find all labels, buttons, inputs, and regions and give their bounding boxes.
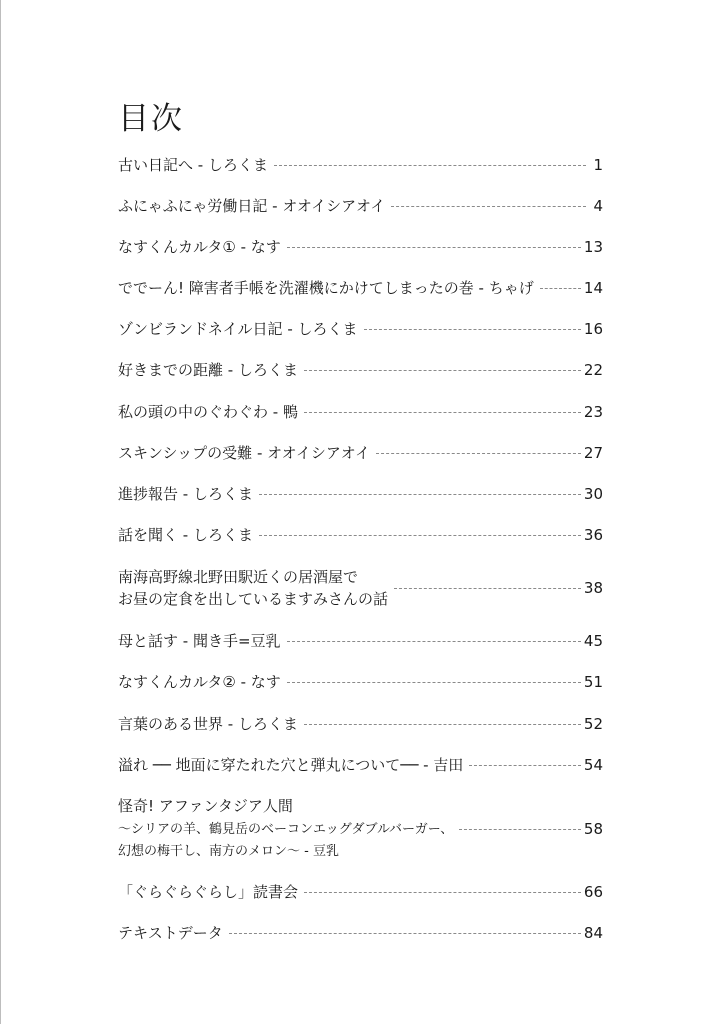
toc-entry-title-line: お昼の定食を出しているますみさんの話 bbox=[118, 590, 389, 608]
dot-leader bbox=[364, 329, 581, 330]
toc-entry-page: 58 bbox=[583, 820, 603, 838]
page-title: 目次 bbox=[118, 100, 184, 137]
toc-entry-title bbox=[118, 795, 453, 863]
dot-leader bbox=[304, 412, 581, 413]
toc-entry[interactable] bbox=[118, 278, 603, 298]
toc-entry-title: スキンシップの受難 - オオイシアオイ bbox=[118, 444, 371, 462]
toc-entry[interactable] bbox=[118, 196, 603, 216]
toc-entry-title: 溢れ ── 地面に穿たれた穴と弾丸について── - 吉田 bbox=[118, 756, 464, 774]
dot-leader bbox=[287, 641, 581, 642]
toc-entry-title: 「ぐらぐらぐらし」読書会 bbox=[118, 883, 299, 901]
toc-entry-title: ふにゃふにゃ労働日記 - オオイシアオイ bbox=[118, 197, 386, 215]
toc-entry-page: 66 bbox=[583, 883, 603, 901]
toc-entry-title: なすくんカルタ① - なす bbox=[118, 238, 281, 256]
toc-entry-page: 54 bbox=[583, 756, 603, 774]
toc-entry-page: 36 bbox=[583, 526, 603, 544]
toc-entry-page: 16 bbox=[583, 320, 603, 338]
toc-entry-title: 進捗報告 - しろくま bbox=[118, 485, 253, 503]
dot-leader bbox=[459, 829, 581, 830]
toc-entry[interactable] bbox=[118, 484, 603, 504]
toc-entry-page: 84 bbox=[583, 924, 603, 942]
toc-entry-title: ゾンビランドネイル日記 - しろくま bbox=[118, 320, 358, 338]
toc-entry[interactable] bbox=[118, 923, 603, 943]
toc-entry[interactable] bbox=[118, 155, 603, 175]
toc-entry-title: テキストデータ bbox=[118, 924, 223, 942]
toc-entry[interactable] bbox=[118, 566, 603, 610]
dot-leader bbox=[259, 494, 581, 495]
toc-entry-title-line: 南海高野線北野田駅近くの居酒屋で bbox=[118, 568, 359, 586]
toc-entry[interactable] bbox=[118, 525, 603, 545]
dot-leader bbox=[229, 933, 581, 934]
toc-entry[interactable] bbox=[118, 402, 603, 422]
dot-leader bbox=[304, 724, 581, 725]
toc-entry[interactable] bbox=[118, 360, 603, 380]
toc-entry-page: 51 bbox=[583, 673, 603, 691]
dot-leader bbox=[469, 765, 581, 766]
dot-leader bbox=[376, 453, 581, 454]
dot-leader bbox=[274, 165, 586, 166]
toc-entry[interactable] bbox=[118, 672, 603, 692]
toc-entry-page: 45 bbox=[583, 632, 603, 650]
toc-entry[interactable] bbox=[118, 882, 603, 902]
toc-entry-page: 23 bbox=[583, 403, 603, 421]
dot-leader bbox=[259, 535, 581, 536]
toc-entry[interactable] bbox=[118, 237, 603, 257]
dot-leader bbox=[391, 206, 586, 207]
toc-entry-title bbox=[118, 566, 388, 610]
toc-entry-title: 好きまでの距離 - しろくま bbox=[118, 361, 298, 379]
dot-leader bbox=[287, 247, 581, 248]
dot-leader bbox=[287, 682, 581, 683]
toc-entry-title-line: ～シリアの羊、鶴見岳のベーコンエッグダブルバーガー、 bbox=[118, 822, 454, 837]
toc-entry-page: 38 bbox=[583, 579, 603, 597]
toc-entry-title-line: 幻想の梅干し、南方のメロン～ - 豆乳 bbox=[118, 844, 339, 859]
toc-entry-title: ででーん! 障害者手帳を洗濯機にかけてしまったの巻 - ちゃげ bbox=[118, 279, 534, 297]
toc-entry-page: 27 bbox=[583, 444, 603, 462]
toc-entry-title: 古い日記へ - しろくま bbox=[118, 156, 268, 174]
toc-entry[interactable] bbox=[118, 631, 603, 651]
dot-leader bbox=[540, 288, 581, 289]
toc-entry-page: 1 bbox=[593, 156, 603, 174]
toc-entry[interactable] bbox=[118, 443, 603, 463]
toc-entry-title: 私の頭の中のぐわぐわ - 鴨 bbox=[118, 403, 298, 421]
toc-entry-page: 4 bbox=[593, 197, 603, 215]
toc-entry-title: 言葉のある世界 - しろくま bbox=[118, 715, 298, 733]
toc-entry-page: 13 bbox=[583, 238, 603, 256]
toc-entry[interactable] bbox=[118, 714, 603, 734]
toc-entry[interactable] bbox=[118, 755, 603, 775]
toc-entry-title: 母と話す - 聞き手=豆乳 bbox=[118, 632, 281, 650]
dot-leader bbox=[304, 892, 581, 893]
dot-leader bbox=[304, 370, 581, 371]
dot-leader bbox=[394, 588, 581, 589]
toc-entry-title: 話を聞く - しろくま bbox=[118, 526, 253, 544]
toc-entry-title: なすくんカルタ② - なす bbox=[118, 673, 281, 691]
toc-entry[interactable] bbox=[118, 795, 603, 863]
toc-entry-page: 30 bbox=[583, 485, 603, 503]
toc-entry[interactable] bbox=[118, 319, 603, 339]
toc-entry-page: 22 bbox=[583, 361, 603, 379]
toc-entry-title-line: 怪奇! アファンタジア人間 bbox=[118, 797, 293, 815]
toc-entry-page: 14 bbox=[583, 279, 603, 297]
toc-entry-page: 52 bbox=[583, 715, 603, 733]
